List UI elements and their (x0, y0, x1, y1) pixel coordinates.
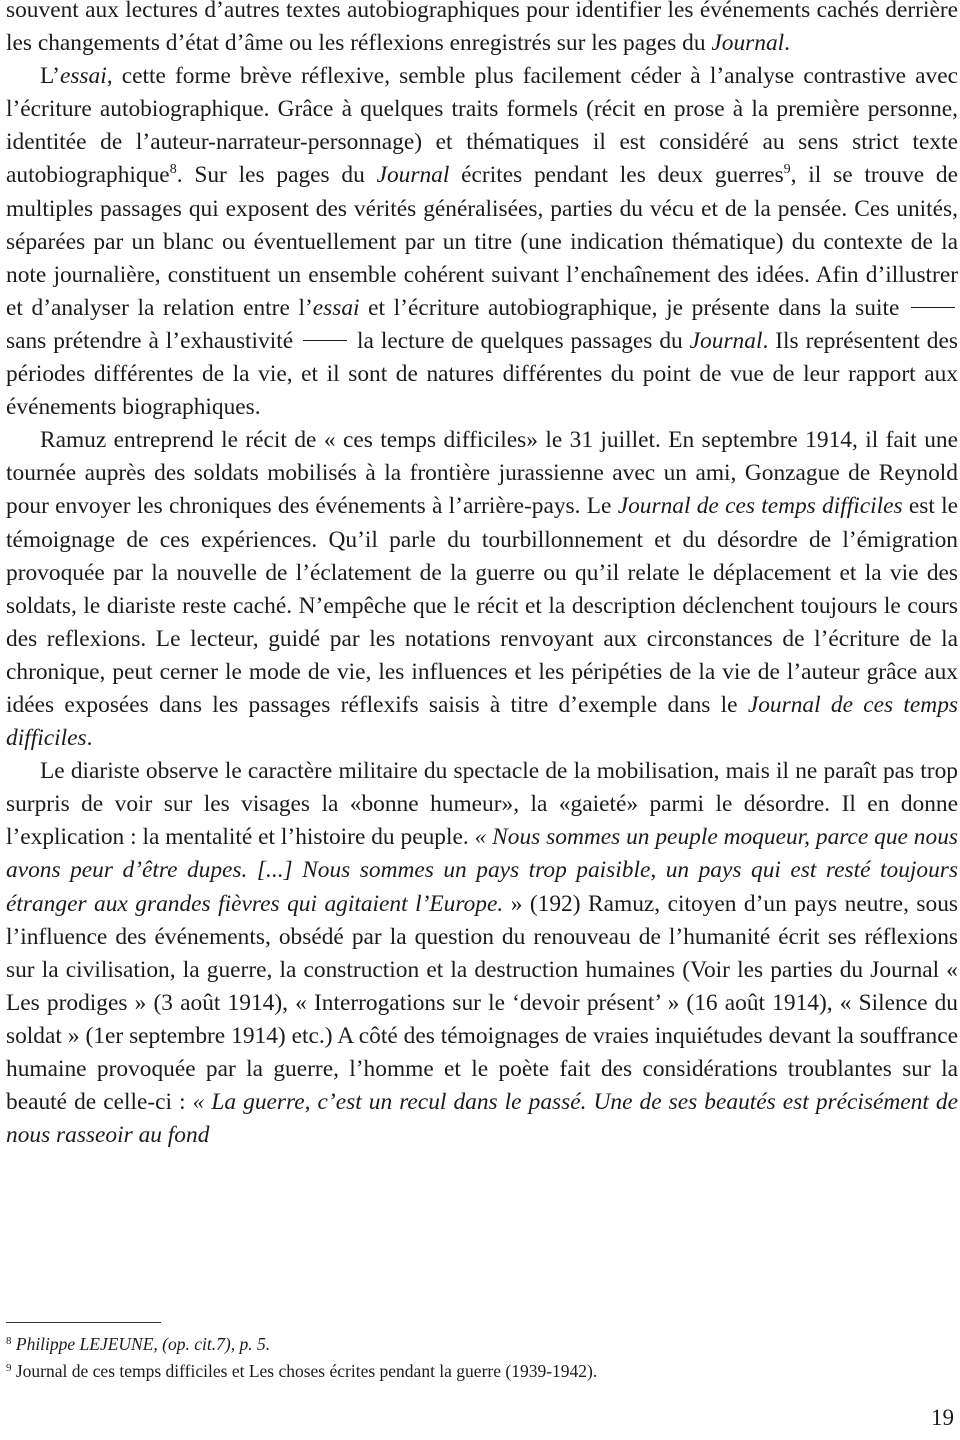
text-run: est le témoignage de ces expériences. Qu’il parle du tourbillonnement et du désordre de l’émigration provoquée par la nouvelle de l’éclatement de la guerre ou qu’il relate le déplacement et la vie des soldats, le diariste reste caché. N’empêche que le récit et la description déclenchent toujours le cours des reflexions. Le lecteur, guidé par les notations renvoyant aux circonstances de l’écriture de la chronique, peut cerner le mode de vie, les influences et les péripéties de la vie de l’auteur grâce aux idées exposées dans les passages réflexifs saisis à titre d’exemple dans le (6, 493, 958, 718)
italic-title: Journal (376, 162, 450, 189)
text-run: . Sur les pages du (176, 162, 377, 189)
italic-term: essai (59, 63, 107, 90)
italic-quote: « Nous sommes un peuple moqueur, parce que nous avons peur d’être dupes. [...] Nous sommes un pays trop paisible, un pays qui est resté toujours étranger aux grandes fièvres qui agitaient l’Europe. (6, 824, 958, 917)
footnote-8 (6, 1331, 958, 1358)
text-run: souvent aux lectures d’autres textes autobiographiques pour identifier les événements cachés derrière les changements d’état d’âme ou les réflexions enregistrés sur les pages du (6, 0, 958, 57)
footnote-ref-9[interactable]: 9 (783, 162, 791, 178)
text-run: L’ (40, 63, 60, 90)
text-run: Le diariste observe le caractère militaire du spectacle de la mobilisation, mais il ne paraît pas trop surpris de voir sur les visages la «bonne humeur», la «gaieté» parmi le désordre. Il en donne l’explication : la mentalité et l’histoire du peuple. (6, 758, 958, 851)
em-dash (911, 307, 955, 308)
paragraph-4 (6, 755, 958, 1152)
text-run: . Ils représentent des périodes différentes de la vie, et il sont de natures différentes du point de vue de leur rapport aux événements biographiques. (6, 327, 958, 421)
footnote-9 (6, 1358, 958, 1385)
footnote-number: 8 (6, 1335, 12, 1347)
footnote-number: 9 (6, 1362, 12, 1374)
text-run: la lecture de quelques passages du (357, 327, 690, 354)
paragraph-1 (6, 0, 958, 60)
text-run: et l’écriture autobiographique, je présente dans la suite (359, 294, 900, 321)
page-number: 19 (931, 1405, 954, 1430)
italic-title: Journal (711, 30, 785, 57)
text-run: » (192) Ramuz, citoyen d’un pays neutre, sous l’influence des événements, obsédé par la question du renouveau de l’humanité écrit ses réflexions sur la civilisation, la guerre, la construction et la destruction humaines (Voir les parties du Journal « Les prodiges » (3 août 1914), « Interrogations sur le ‘devoir présent’ » (16 août 1914), « Silence du soldat » (1er septembre 1914) etc.) A côté des témoignages de vraies inquiétudes devant la souffrance humaine provoquée par la guerre, l’homme et le poète fait des considérations troublantes sur la beauté de celle-ci : (6, 890, 958, 1116)
text-run: . (784, 30, 791, 57)
footnote-ref-8[interactable]: 8 (169, 162, 177, 178)
text-run: . (86, 725, 93, 752)
page-body (6, 0, 958, 1152)
italic-title: Journal de ces temps difficiles (617, 493, 903, 520)
text-run: écrites pendant les deux guerres (449, 162, 784, 189)
footnote-text: Philippe LEJEUNE, (op. cit.7), p. 5. (15, 1334, 271, 1354)
paragraph-2 (6, 60, 958, 424)
italic-title: Journal (689, 327, 763, 354)
footnote-text: Journal de ces temps difficiles et Les choses écrites pendant la guerre (1939-1942). (15, 1361, 598, 1381)
italic-term: essai (312, 294, 360, 321)
text-run: Ramuz entreprend le récit de « ces temps difficiles» le 31 juillet. En septembre 1914, il fait une tournée auprès des soldats mobilisés à la frontière jurassienne avec un ami, Gonzague de Reynold pour envoyer les chroniques des événements à l’arrière-pays. Le (6, 427, 958, 520)
text-run: , cette forme brève réflexive, semble plus facilement céder à l’analyse contrastive avec l’écriture autobiographique. Grâce à quelques traits formels (récit en prose à la première personne, identitée de l’auteur-narrateur-personnage) et thématiques il est considéré au sens strict texte autobiographique (6, 63, 958, 189)
footnote-separator (6, 1322, 161, 1323)
italic-quote: « La guerre, c’est un recul dans le passé. Une de ses beautés est précisément de nous rasseoir au fond (6, 1089, 958, 1149)
text-run: , il se trouve de multiples passages qui exposent des vérités généralisées, parties du vécu et de la pensée. Ces unités, séparées par un blanc ou éventuellement par un titre (une indication thématique) du contexte de la note journalière, constituent un ensemble cohérent suivant l’enchaînement des idées. Afin d’illustrer et d’analyser la relation entre l’ (6, 162, 958, 321)
paragraph-3 (6, 424, 958, 755)
italic-title: Journal de ces temps difficiles (6, 691, 958, 752)
em-dash (303, 340, 347, 341)
text-run: sans prétendre à l’exhaustivité (6, 327, 294, 354)
footnotes (6, 1331, 958, 1385)
